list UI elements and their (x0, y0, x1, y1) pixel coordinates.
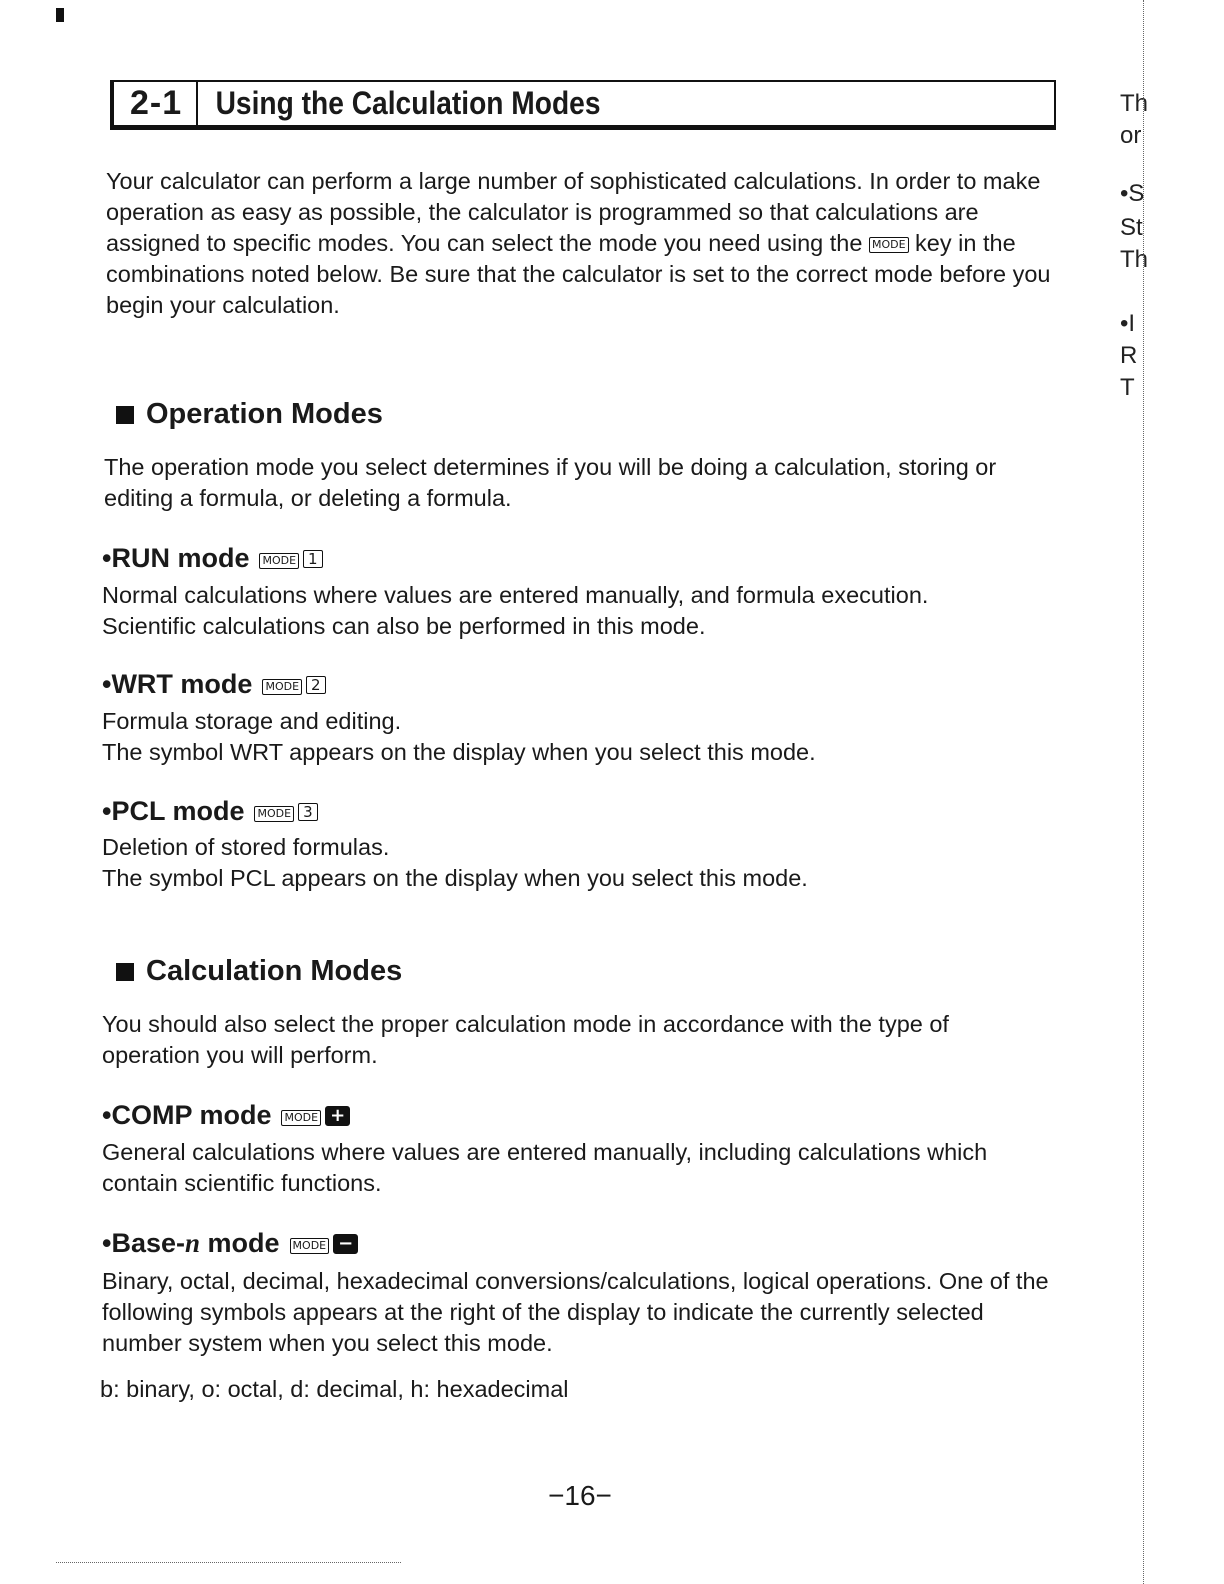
square-bullet-icon (116, 406, 134, 424)
section-header (110, 80, 1056, 130)
mode-key-icon: MODE (259, 553, 299, 569)
pcl-mode-heading (102, 796, 318, 827)
fragment: •S (1120, 180, 1145, 207)
base-n-mode-name-suffix: mode (200, 1228, 280, 1258)
pcl-mode-line-2: The symbol PCL appears on the display when you select this mode. (102, 865, 808, 891)
number-system-symbols: b: binary, o: octal, d: decimal, h: hexadecimal (100, 1376, 569, 1402)
wrt-mode-line-2: The symbol WRT appears on the display when you select this mode. (102, 739, 816, 765)
fragment: St (1120, 214, 1143, 241)
intro-text-start: Your calculator can perform a large number of sophisticated calculations. In order to make operation as easy as possible, the calculator is programmed so that calculations are assigned to specific modes. You can select the mode you need using the (106, 168, 1041, 256)
fragment: Th (1120, 246, 1149, 273)
comp-mode-description (102, 1137, 1048, 1199)
comp-mode-heading (102, 1100, 350, 1131)
run-mode-line-1: Normal calculations where values are entered manually, and formula execution. (102, 582, 929, 608)
mode-key-icon: MODE (281, 1110, 321, 1126)
wrt-mode-heading (102, 669, 326, 700)
comp-mode-line-1: General calculations where values are entered manually, including calculations which contain scientific functions. (102, 1139, 988, 1196)
base-n-mode-line-1: Binary, octal, decimal, hexadecimal conversions/calculations, logical operations. One of the following symbols appears at the right of the display to indicate the currently selected number system when you select this mode. (102, 1268, 1049, 1356)
section-number: 2-1 (114, 82, 198, 125)
key-3-icon: 3 (298, 803, 318, 821)
corner-mark (56, 8, 64, 22)
operation-modes-title: Operation Modes (146, 398, 383, 430)
base-n-mode-name-prefix: •Base- (102, 1228, 185, 1258)
plus-key-icon: + (325, 1106, 350, 1126)
calculation-modes-title: Calculation Modes (146, 955, 403, 987)
pcl-mode-description (102, 832, 1052, 894)
operation-modes-heading (116, 398, 383, 431)
fragment: •I (1120, 310, 1136, 337)
calculation-modes-description: You should also select the proper calculation mode in accordance with the type of operation you will perform. (102, 1011, 949, 1068)
next-page-fragments (1112, 80, 1152, 420)
wrt-mode-name: •WRT mode (102, 669, 253, 699)
base-n-mode-description (102, 1266, 1052, 1359)
bottom-edge-rule (56, 1562, 401, 1563)
fragment: or (1120, 122, 1142, 149)
pcl-mode-line-1: Deletion of stored formulas. (102, 834, 390, 860)
mode-key-icon: MODE (262, 679, 302, 695)
run-mode-heading (102, 543, 323, 574)
fragment: T (1120, 374, 1135, 401)
page-number: −16− (548, 1480, 612, 1511)
minus-key-icon: − (333, 1234, 358, 1254)
mode-key-icon: MODE (869, 237, 909, 253)
mode-key-icon: MODE (290, 1238, 330, 1254)
base-n-italic-n: n (185, 1228, 201, 1258)
run-mode-name: •RUN mode (102, 543, 250, 573)
key-1-icon: 1 (303, 550, 323, 568)
mode-key-icon: MODE (254, 806, 294, 822)
intro-text-end: key in the combinations noted below. Be sure that the calculator is set to the correct mode before you begin your calculation. (106, 230, 1051, 318)
wrt-mode-description (102, 706, 1052, 768)
page-edge-rule (1143, 0, 1145, 1584)
wrt-mode-line-1: Formula storage and editing. (102, 708, 402, 734)
section-title: Using the Calculation Modes (215, 85, 601, 121)
comp-mode-name: •COMP mode (102, 1100, 272, 1130)
fragment: R (1120, 342, 1138, 369)
calculation-modes-heading (116, 955, 402, 988)
square-bullet-icon (116, 963, 134, 981)
run-mode-line-2: Scientific calculations can also be performed in this mode. (102, 613, 706, 639)
run-mode-description (102, 580, 1052, 642)
intro-paragraph (106, 166, 1056, 321)
key-2-icon: 2 (306, 676, 326, 694)
operation-modes-description: The operation mode you select determines if you will be doing a calculation, storing or editing a formula, or deleting a formula. (104, 454, 997, 511)
pcl-mode-name: •PCL mode (102, 796, 245, 826)
base-n-mode-heading (102, 1228, 358, 1259)
fragment: Th (1120, 90, 1149, 117)
